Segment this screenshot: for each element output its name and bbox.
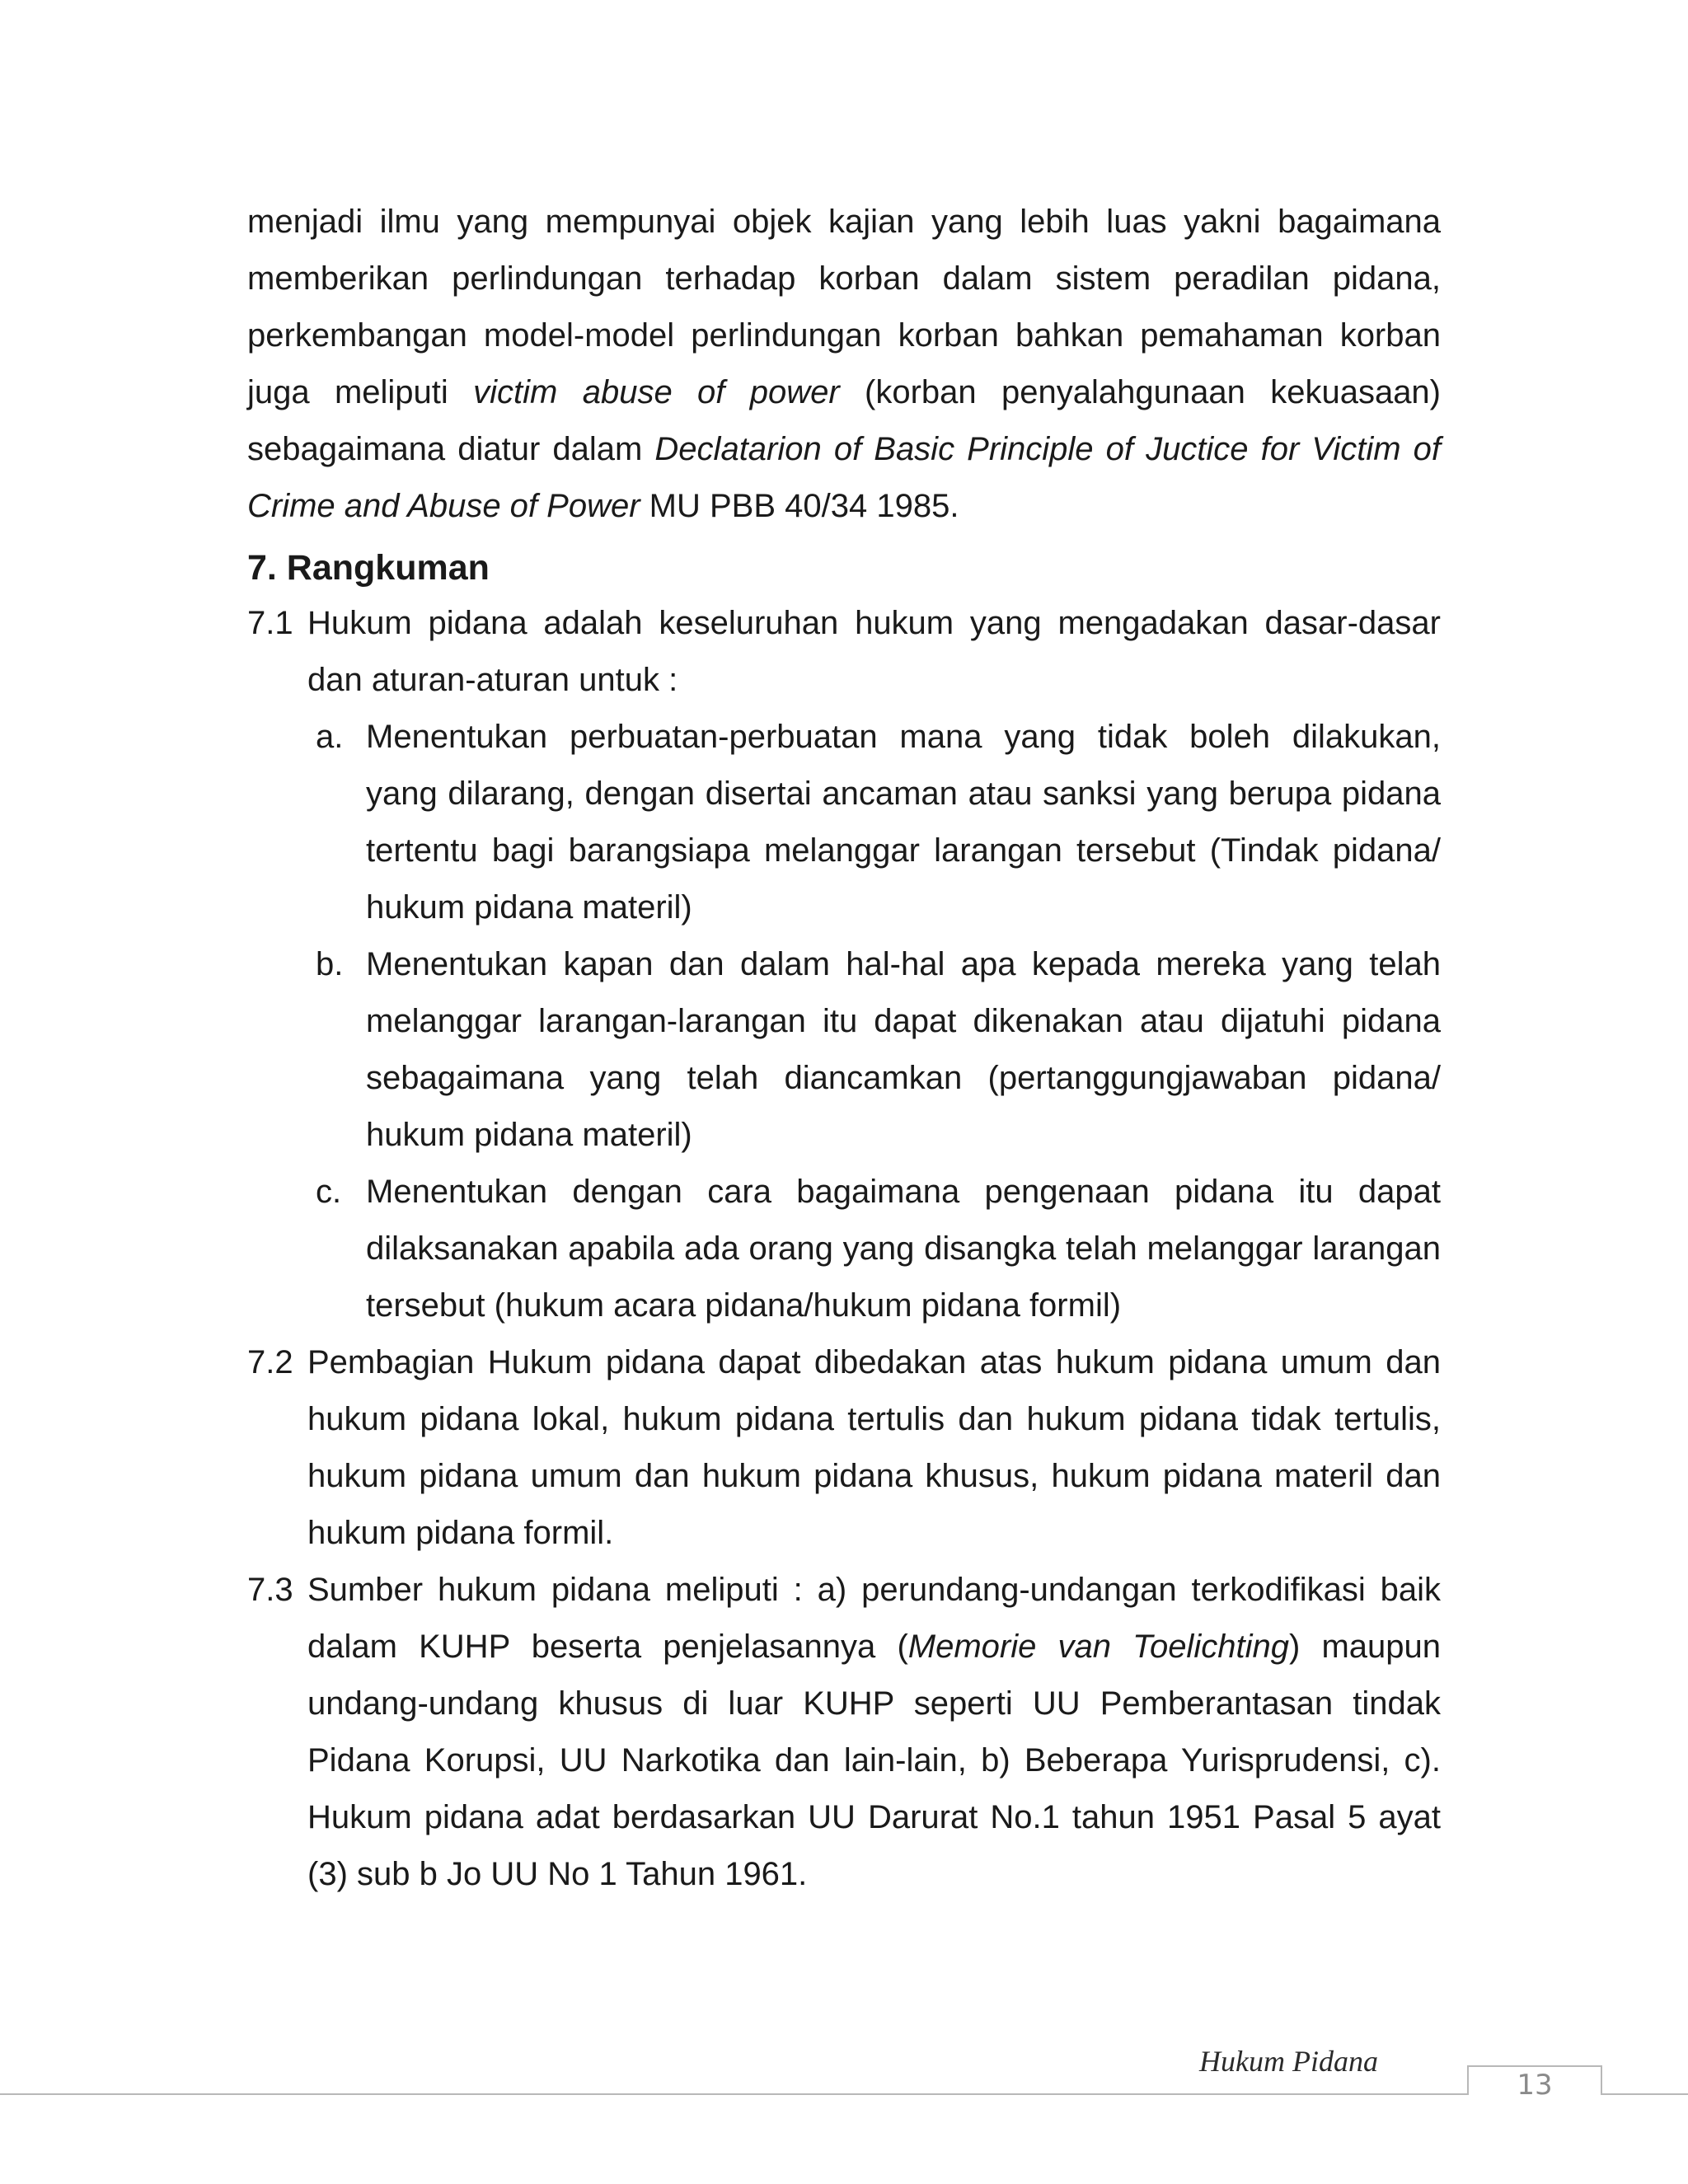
item-number: 7.2 [247,1344,293,1380]
footer-rule-left [0,2093,1467,2095]
sub-item-text: Menentukan kapan dan dalam hal-hal apa kepada mereka yang telah melanggar larangan-larangan itu dapat dikenakan atau dijatuhi pidana sebagaimana yang telah diancamkan (pertanggungjawaban pidana/ hukum pidana materil) [366,946,1441,1153]
summary-item-7-3 [247,1562,1441,1903]
intro-italic-1: victim abuse of power [473,374,840,410]
sub-item-a [247,709,1441,936]
footer-rule-right [1601,2093,1688,2095]
sub-item-text: Menentukan perbuatan-perbuatan mana yang tidak boleh dilakukan, yang dilarang, dengan disertai ancaman atau sanksi yang berupa pidana tertentu bagi barangsiapa melanggar larangan tersebut (Tindak pidana/ hukum pidana materil) [366,719,1441,926]
sub-item-c [247,1164,1441,1334]
sub-item-letter: a. [316,719,344,755]
item-text: Pembagian Hukum pidana dapat dibedakan atas hukum pidana umum dan hukum pidana lokal, hukum pidana tertulis dan hukum pidana tidak tertulis, hukum pidana umum dan hukum pidana khusus, hukum pidana materil dan hukum pidana formil. [307,1344,1441,1551]
page-number: 13 [1517,2069,1553,2102]
intro-paragraph [247,194,1441,535]
item-text-2: ) maupun undang-undang khusus di luar KUHP seperti UU Pemberantasan tindak Pidana Korupsi, UU Narkotika dan lain-lain, b) Beberapa Yurisprudensi, c). Hukum pidana adat berdasarkan UU Darurat No.1 tahun 1951 Pasal 5 ayat (3) sub b Jo UU No 1 Tahun 1961. [307,1629,1441,1892]
sub-item-text: Menentukan dengan cara bagaimana pengenaan pidana itu dapat dilaksanakan apabila ada orang yang disangka telah melanggar larangan tersebut (hukum acara pidana/hukum pidana formil) [366,1174,1441,1324]
intro-text-1: menjadi ilmu yang mempunyai objek kajian yang lebih luas yakni bagaimana memberikan perlindungan terhadap korban dalam sistem peradilan pidana, perkembangan model-model perlindungan korban bahkan pemahaman korban juga meliputi [247,204,1441,410]
section-heading: 7. Rangkuman [247,548,490,588]
summary-item-7-2 [247,1334,1441,1562]
summary-item-7-1 [247,595,1441,709]
item-number: 7.1 [247,605,293,641]
page-body [247,194,1441,1903]
intro-text-3: MU PBB 40/34 1985. [640,488,959,524]
item-text-1: Sumber hukum pidana meliputi : a) perundang-undangan terkodifikasi baik dalam KUHP beserta penjelasannya ( [307,1572,1441,1665]
item-italic: Memorie van Toelichting [907,1629,1289,1665]
sub-item-b [247,936,1441,1164]
intro-text-2: (korban penyalahgunaan kekuasaan) sebagaimana diatur dalam [247,374,1442,467]
intro-italic-2: Declatarion of Basic Principle of Juctice for Victim of Crime and Abuse of Power [247,431,1441,524]
item-number: 7.3 [247,1572,293,1608]
item-text: Hukum pidana adalah keseluruhan hukum yang mengadakan dasar-dasar dan aturan-aturan untuk : [307,605,1441,698]
footer-book-title: Hukum Pidana [1199,2045,1378,2078]
sub-item-letter: b. [316,946,344,982]
sub-item-letter: c. [316,1174,342,1210]
